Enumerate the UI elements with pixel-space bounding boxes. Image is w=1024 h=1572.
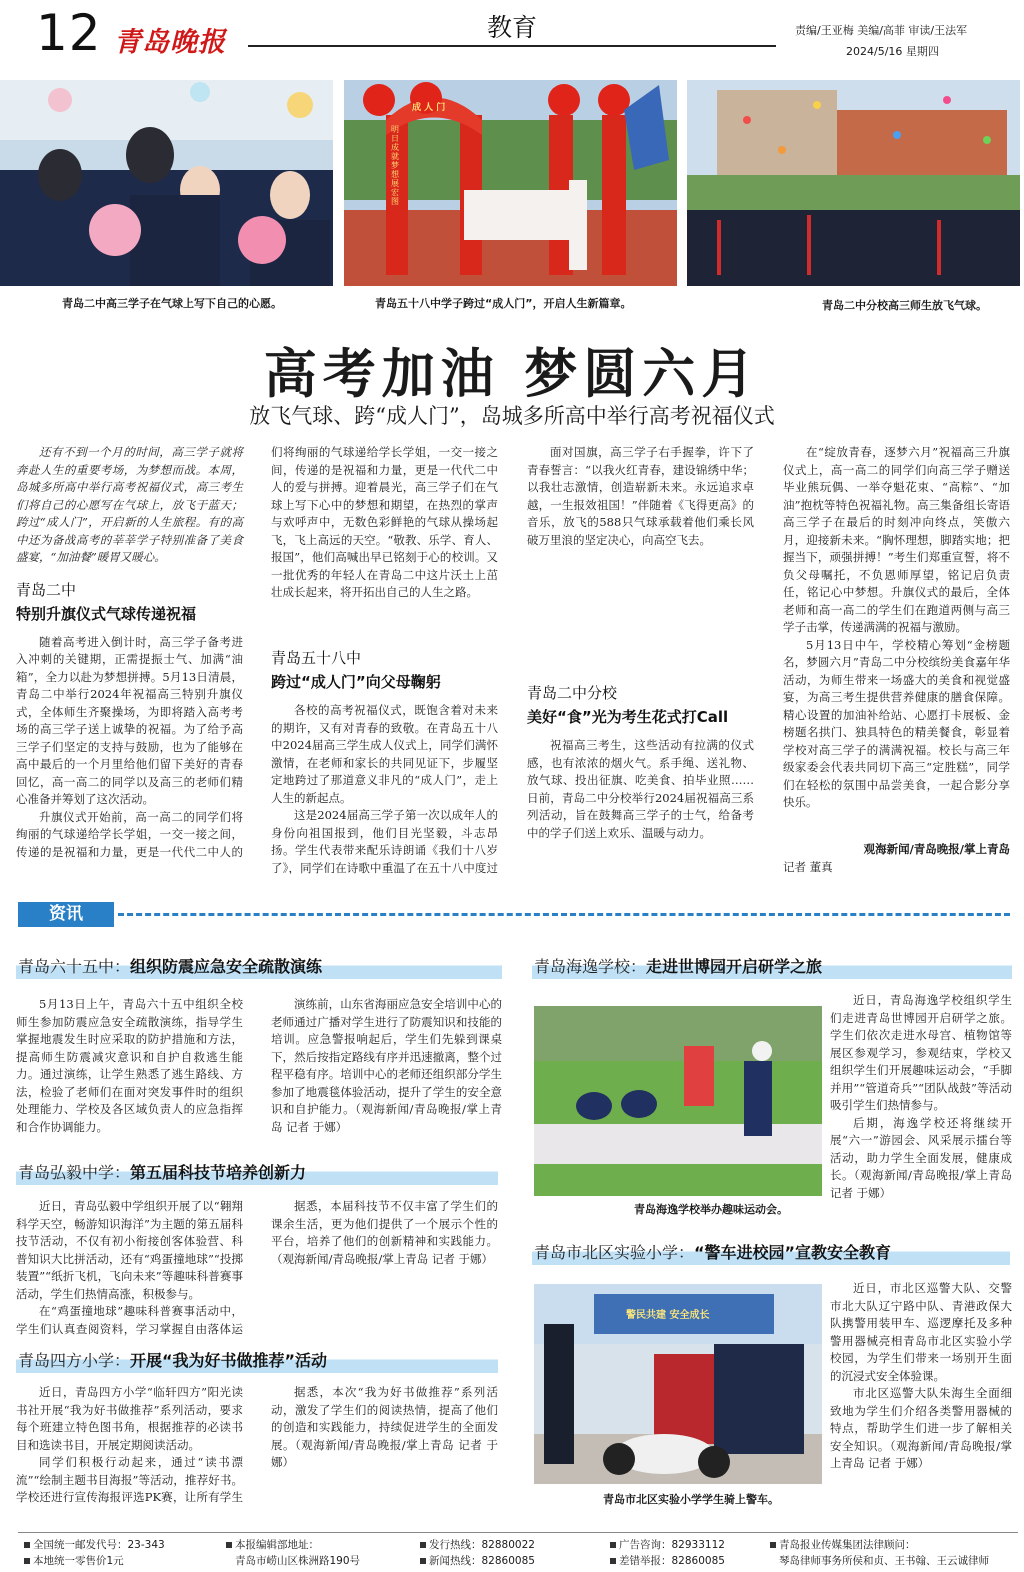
section1-body: 随着高考进入倒计时，高三学子备考进入冲刺的关键期，正需提振士气、加满“油箱”，全力以赴为梦想拼搏。5月13日清晨，青岛二中举行2024年祝福高三特别升旗仪式，全体师生齐聚操场，为即将踏入高考考场的高三学子送上诚挚的祝福。为了给予高三学子们坚定的支持与鼓励，也为了能够在高中最后的一个月里给他们留下美好的青春回忆，高一高二的同学以及高三的老师们精心准备并筹划了这次活动。 升旗仪式开始前，高一高二的同学们将绚丽的气球递给学长学姐，一交一接之间，传递的是祝福和力量，更是一代代二中人的 <box>16 634 243 859</box>
article-column-2 <box>271 444 498 874</box>
footer-hotlines: 发行热线：82880022 新闻热线：82860085 <box>420 1537 535 1569</box>
news2-heading: 青岛弘毅中学：第五届科技节培养创新力 <box>16 1160 498 1185</box>
main-subheadline: 放飞气球、跨“成人门”，岛城多所高中举行高考祝福仪式 <box>249 404 775 428</box>
article-column-1 <box>16 444 243 861</box>
police-banner-text: 警民共建 安全成长 <box>626 1310 710 1321</box>
photo-balloon-wishes <box>0 80 333 286</box>
section2-title: 跨过“成人门”向父母鞠躬 <box>271 673 441 691</box>
section3-body-cont: 在“绽放青春，逐梦六月”祝福高三升旗仪式上，高一高二的同学们向高三学子赠送毕业熊玩偶、一举夺魁花束、“高粽”、“加油”抱枕等特色祝福礼物。高三集备组长寄语高三学子在最后的时刻冲向终点，笑傲六月，迎接新未来。“胸怀理想，脚踏实地；把握当下，顽强拼搏！”考生们郑重宣誓，将不负父母嘱托，不负恩师厚望，铭记启负责任，铭记心中梦想。升旗仪式的最后，全体老师和高一高二的学生们在跑道两侧与高三学子击掌，传递满满的祝福与激励。 5月13日中午，学校精心筹划“金榜题名，梦圆六月”青岛二中分校缤纷美食嘉年华活动，为师生带来一场盛大的美食和视觉盛宴，为高三考生提供营养健康的膳食保障。精心设置的加油补给站、心愿打卡展板、金榜题名拱门、独具特色的精美餐食，彰显着学校对高三学子的满满祝福。校长与高三年级家委会代表共同切下高三“定胜糕”，同学们在轻松的氛围中品尝美食，一起合影分享快乐。 <box>783 445 1010 809</box>
section3-school: 青岛二中分校 <box>527 684 618 702</box>
section2-body: 各校的高考祝福仪式，既饱含着对未来的期许，又有对青春的致敬。在青岛五十八中2024届高三学生成人仪式上，同学们满怀激情，在老师和家长的共同见证下，步履坚定地跨过了那道意义非凡的“成人门”，走上人生的新起点。 这是2024届高三学子第一次以成年人的身份向祖国报到，他们目光坚毅，斗志昂扬。学生代表带来配乐诗朗诵《我们十八岁了》，同学们在诗歌中重温了在五十八中度过 <box>271 703 498 874</box>
photo2-caption: 青岛五十八中学子跨过“成人门”，开启人生新篇章。 <box>375 297 632 310</box>
news2-body-a: 近日，青岛弘毅中学组织开展了以“翱翔科学天空，畅游知识海洋”为主题的第五届科技节活动，不仅有初小衔接创客体验营、科普知识大比拼活动，还有“鸡蛋撞地球”“投掷装置”“纸折飞机，飞向未来”等趣味科普赛事活动，学生们热情高涨，积极参与。 在“鸡蛋撞地球”趣味科普赛事活动中，学生们认真查阅资料，学习掌握自由落体运 <box>16 1199 243 1336</box>
news-brief-divider <box>118 913 1010 916</box>
news-brief-label: 资讯 <box>18 902 114 927</box>
news4-heading: 青岛海逸学校：走进世博园开启研学之旅 <box>532 954 1012 979</box>
photo-police-motorcycle <box>534 1284 822 1484</box>
article-credit: 观海新闻/青岛晚报/掌上青岛 <box>863 842 1010 856</box>
article-reporter: 记者 董真 <box>783 860 833 874</box>
news1-heading: 青岛六十五中：组织防震应急安全疏散演练 <box>16 954 502 979</box>
news3-body-a: 近日，青岛四方小学“临轩四方”阳光读书社开展“我为好书做推荐”系列活动，要求每个班建立特色图书角，根据推荐的必读书目和选读书目，开展定期阅读活动。 同学们积极行动起来，通过“读书漂流”“绘制主题书目海报”等活动，推荐好书。学校还进行宣传海报评选PK赛，让所有学生 <box>16 1385 243 1504</box>
page-footer <box>18 1532 1018 1568</box>
footer-postal: 全国统一邮发代号：23-343 本地统一零售价1元 <box>24 1537 165 1569</box>
footer-ads: 广告咨询：82933112 差错举报：82860085 <box>610 1537 725 1569</box>
section1-school: 青岛二中 <box>16 580 77 599</box>
photo3-caption: 青岛二中分校高三师生放飞气球。 <box>822 299 987 312</box>
photo-fun-games <box>534 1006 822 1196</box>
section3-title: 美好“食”光为考生花式打Call <box>527 708 729 726</box>
news4-body: 近日，青岛海逸学校组织学生们走进青岛世博园开启研学之旅。学生们依次走进水母宫、植物馆等展区参观学习，参观结束，学校又组织学生们开展趣味运动会，“手脚并用”“管道奇兵”“团队战鼓”等活动吸引学生们热情参与。 后期，海逸学校还将继续开展“六一”游园会、风采展示擂台等活动，助力学生全面发展，健康成长。（观海新闻/青岛晚报/掌上青岛 记者 于娜） <box>830 993 1012 1200</box>
page-number: 12 <box>36 4 102 62</box>
section3-body: 祝福高三考生，这些活动有拉满的仪式感，也有浓浓的烟火气。系手绳、送礼物、放气球、投出征旗、吃美食、拍毕业照……日前，青岛二中分校举行2024届祝福高三系列活动，旨在鼓舞高三学子的士气，给备考中的学子们送上欢乐、温暖与动力。 <box>527 738 754 840</box>
news5-body: 近日，市北区巡警大队、交警市北大队辽宁路中队、青港政保大队携警用装甲车、巡逻摩托及多种警用器械亮相青岛市北区实验小学校园，为学生们带来一场别开生面的沉浸式安全体验课。 市北区巡警大队朱海生全面细致地为学生们介绍各类警用器械的特点，帮助学生们进一步了解相关安全知识。（观海新闻/青岛晚报/掌上青岛 记者 于娜） <box>830 1281 1012 1470</box>
news1-body-b: 演练前，山东省海丽应急安全培训中心的老师通过广播对学生进行了防震知识和技能的培训。应急警报响起后，学生们先躲到课桌下，然后按指定路线有序并迅速撤离，整个过程平稳有序。培训中心的老师还组织部分学生参加了地震毯体验活动，提升了学生的安全意识和自护能力。（观海新闻/青岛晚报/掌上青岛 记者 于娜） <box>271 997 502 1134</box>
section1-paragraph-continued: 们将绚丽的气球递给学长学姐，一交一接之间，传递的是祝福和力量，更是一代代二中人的爱与拼搏。迎着晨光，高三学子们在气球上写下心中的梦想和期望，在热烈的掌声与欢呼声中，无数色彩鲜艳的气球从操场起飞，飞上高远的天空。“敬教、乐学、育人、报国”，他们高喊出早已铭刻于心的校训。又一批优秀的年轻人在青岛二中这片沃土上茁壮成长起来，将开拓出自己的人生之路。 <box>271 445 498 599</box>
main-headline: 高考加油 梦圆六月 <box>263 343 761 405</box>
article-column-3 <box>527 444 754 877</box>
footer-legal: 青岛报业传媒集团法律顾问： 琴岛律师事务所侯和贞、王书翰、王云诚律师 <box>770 1537 989 1569</box>
news3-body-b: 据悉，本次“我为好书做推荐”系列活动，激发了学生们的阅读热情，提高了他们的创造和实践能力，持续促进学生的全面发展。（观海新闻/青岛晚报/掌上青岛 记者 于娜） <box>271 1385 498 1469</box>
section1-body-cont <box>271 444 498 635</box>
news4-photo-caption: 青岛海逸学校举办趣味运动会。 <box>634 1203 788 1216</box>
gate-sign-text: 明日成就梦想展宏图 <box>391 125 399 206</box>
header-rule <box>248 45 776 47</box>
news5-photo-caption: 青岛市北区实验小学学生骑上警车。 <box>603 1493 779 1506</box>
editors-line: 责编/王亚梅 美编/高菲 审读/王法军 <box>795 24 968 37</box>
section2-school: 青岛五十八中 <box>271 649 362 667</box>
photo1-caption: 青岛二中高三学子在气球上写下自己的心愿。 <box>62 297 282 310</box>
newspaper-brand: 青岛晚报 <box>114 27 226 58</box>
section2-body-cont: 面对国旗，高三学子右手握拳，许下了青春誓言：“以我火红青春，建设锦绣中华；以我壮志激情，创造崭新未来。永远追求卓越，一生报效祖国！”伴随着《飞得更高》的音乐，放飞的588只气球承载着他们乘长风破万里浪的坚定决心，向高空飞去。 <box>527 445 754 547</box>
news2-body-b: 据悉，本届科技节不仅丰富了学生们的课余生活，更为他们提供了一个展示个性的平台，培养了他们的创新精神和实践能力。（观海新闻/青岛晚报/掌上青岛 记者 于娜） <box>271 1199 498 1266</box>
news5-heading: 青岛市北区实验小学：“警车进校园”宣教安全教育 <box>532 1240 1010 1265</box>
gate-arch-text: 成 人 门 <box>412 103 446 113</box>
news3-heading: 青岛四方小学：开展“我为好书做推荐”活动 <box>16 1348 498 1373</box>
article-column-4 <box>783 444 1010 877</box>
article-lead: 还有不到一个月的时间，高三学子就将奔赴人生的重要考场，为梦想而战。本周，岛城多所高中举行高考祝福仪式，高三考生们将自己的心愿写在气球上，放飞于蓝天；跨过“成人门”，开启新的人生旅程。有的高中还为备战高考的莘莘学子特别准备了美食盛宴，“加油餐”暖胃又暖心。 <box>16 445 243 564</box>
photo-adult-gate <box>344 80 677 286</box>
section1-title: 特别升旗仪式气球传递祝福 <box>16 604 197 623</box>
footer-address: 本报编辑部地址： 青岛市崂山区株洲路190号 <box>226 1537 360 1569</box>
issue-date: 2024/5/16 星期四 <box>846 45 939 58</box>
section-title: 教育 <box>487 13 538 42</box>
photo-balloon-release <box>687 80 1020 286</box>
news1-body-a: 5月13日上午，青岛六十五中组织全校师生参加防震应急安全疏散演练，指导学生掌握地震发生时应采取的防护措施和方法，提高师生防震减灾意识和自护自救逃生能力。通过演练，让学生熟悉了逃生路线、方法，检验了老师们在面对突发事件时的组织处理能力、学校及各区域负责人的应急指挥和合作协调能力。 <box>16 997 243 1134</box>
